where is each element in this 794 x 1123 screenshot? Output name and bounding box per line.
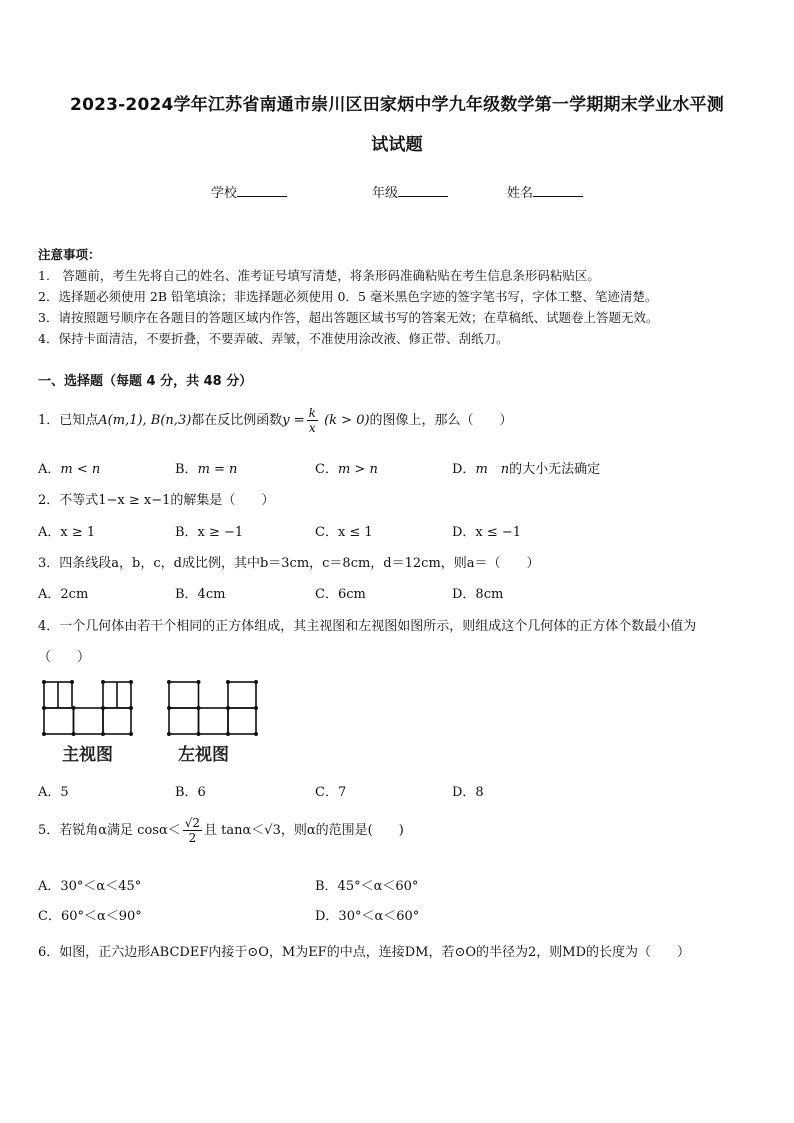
name-blank xyxy=(533,184,583,197)
q1-points: A(m,1), B(n,3) xyxy=(98,413,192,428)
question-4-line2: （ ） xyxy=(38,650,91,665)
q4-option-d[interactable]: D．8 xyxy=(452,785,484,800)
q5-frac-den: 2 xyxy=(188,831,197,845)
q3-option-a[interactable]: A．2cm xyxy=(38,587,89,602)
q1-option-c[interactable]: C．m > n xyxy=(315,462,378,477)
note-item: 4．保持卡面清洁，不要折叠，不要弄破、弄皱，不准使用涂改液、修正带、刮纸刀。 xyxy=(38,331,509,346)
school-field xyxy=(211,182,287,201)
q2-option-a[interactable]: A．x ≥ 1 xyxy=(38,525,96,540)
q4-option-a[interactable]: A．5 xyxy=(38,785,69,800)
q5-option-c[interactable]: C．60°＜α＜90° xyxy=(38,909,142,924)
q3-option-c[interactable]: C．6cm xyxy=(315,587,366,602)
q1-mid: 都在反比例函数 xyxy=(191,413,283,428)
exam-title-line2: 试试题 xyxy=(371,135,423,155)
exam-title-line1: 2023-2024学年江苏省南通市崇川区田家炳中学九年级数学第一学期期末学业水平测 xyxy=(70,95,724,115)
question-3: 3．四条线段a，b，c，d成比例，其中b＝3cm，c＝8cm，d＝12cm，则a＝（ ） xyxy=(38,556,540,571)
front-view-label: 主视图 xyxy=(62,745,113,765)
q2-option-c[interactable]: C．x ≤ 1 xyxy=(315,525,373,540)
q1-frac-num: k xyxy=(308,406,316,420)
q1-frac-den: x xyxy=(308,421,316,435)
q1-prefix: 1．已知点 xyxy=(38,413,99,428)
q5-frac-num: √2 xyxy=(184,816,201,830)
section-heading: 一、选择题（每题 4 分，共 48 分） xyxy=(38,374,253,389)
q1-func-lhs: y = xyxy=(282,413,305,428)
q5-option-a[interactable]: A．30°＜α＜45° xyxy=(38,879,142,894)
grade-label: 年级 xyxy=(372,186,399,201)
question-1 xyxy=(38,406,513,435)
q1-option-a[interactable]: A．m < n xyxy=(38,462,101,477)
q1-suffix: 的图像上，那么（ ） xyxy=(369,413,513,428)
school-label: 学校 xyxy=(211,186,238,201)
note-item: 1. 答题前，考生先将自己的姓名、准考证号填写清楚，将条形码准确粘贴在考生信息条形码粘贴区。 xyxy=(38,268,600,283)
q1-fraction xyxy=(307,406,318,435)
front-view-figure xyxy=(40,678,140,740)
note-item: 2．选择题必须使用 2B 铅笔填涂；非选择题必须使用 0．5 毫米黑色字迹的签字笔书写，字体工整、笔迹清楚。 xyxy=(38,289,658,304)
q1-option-d[interactable]: D．m n的大小无法确定 xyxy=(452,462,601,477)
q5-prefix: 5．若锐角α满足 cosα＜ xyxy=(38,823,181,838)
left-view-figure xyxy=(165,678,265,740)
note-item: 3．请按照题号顺序在各题目的答题区域内作答，超出答题区域书写的答案无效；在草稿纸、试题卷上答题无效。 xyxy=(38,310,659,325)
q5-mid: 且 tanα＜√3，则α的范围是( ) xyxy=(204,823,404,838)
q5-option-d[interactable]: D．30°＜α＜60° xyxy=(315,909,420,924)
q2-option-d[interactable]: D．x ≤ −1 xyxy=(452,525,522,540)
left-view-label: 左视图 xyxy=(178,745,229,765)
question-4-line1: 4．一个几何体由若干个相同的正方体组成，其主视图和左视图如图所示，则组成这个几何体的正方体个数最小值为 xyxy=(38,619,697,634)
grade-blank xyxy=(398,184,448,197)
name-field xyxy=(507,182,583,201)
q1-option-b[interactable]: B．m = n xyxy=(175,462,238,477)
school-blank xyxy=(237,184,287,197)
question-5 xyxy=(38,816,404,846)
q3-option-d[interactable]: D．8cm xyxy=(452,587,504,602)
question-2: 2．不等式1−x ≥ x−1的解集是（ ） xyxy=(38,493,275,508)
question-6: 6．如图，正六边形ABCDEF内接于⊙O，M为EF的中点，连接DM，若⊙O的半径为2，则MD的长度为（ ） xyxy=(38,945,690,960)
q4-option-c[interactable]: C．7 xyxy=(315,785,347,800)
q5-fraction xyxy=(183,816,202,845)
q4-option-b[interactable]: B．6 xyxy=(175,785,206,800)
q3-option-b[interactable]: B．4cm xyxy=(175,587,226,602)
name-label: 姓名 xyxy=(507,186,534,201)
notes-heading: 注意事项： xyxy=(38,247,101,262)
q5-option-b[interactable]: B．45°＜α＜60° xyxy=(315,879,419,894)
q2-option-b[interactable]: B．x ≥ −1 xyxy=(175,525,244,540)
q1-cond: (k > 0) xyxy=(324,413,370,428)
grade-field xyxy=(372,182,448,201)
